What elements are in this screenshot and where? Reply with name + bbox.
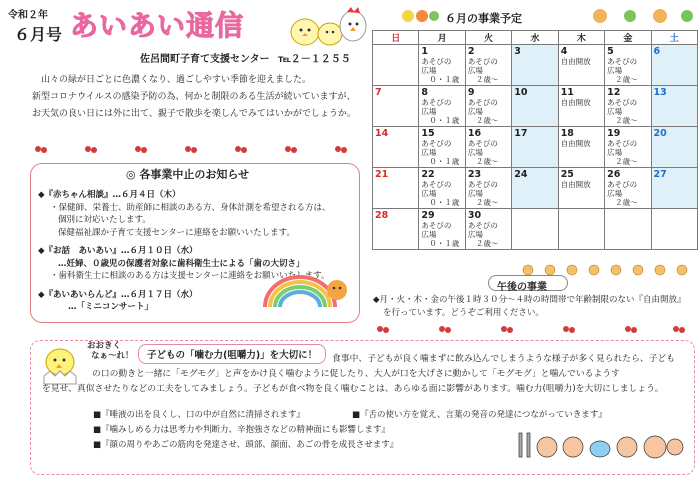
day-number: 22 [421, 169, 435, 180]
weekday-header: 木 [558, 31, 604, 45]
weekday-header: 金 [605, 31, 651, 45]
event-text: 自由開放 [560, 139, 591, 148]
day-number: 18 [560, 128, 574, 139]
day-number: 21 [375, 169, 389, 180]
calendar-day-cell [651, 209, 697, 250]
benefit-item: ■『噛みしめる力は思考力や判断力、辛抱強さなどの精神面にも影響します』 [93, 425, 391, 435]
benefit-item: ■『顔の周りやあごの筋肉を発達させ、頭部、顔面、あごの骨を成長させます』 [93, 440, 399, 450]
calendar-day-cell [373, 168, 419, 209]
event-text: あそびの [467, 139, 498, 148]
center-name: 佐呂間町子育て支援センター [140, 54, 270, 65]
calendar-day-cell [512, 127, 558, 168]
event-text: 広場 [467, 107, 483, 116]
calendar-week-row [373, 168, 698, 209]
weekday-header: 水 [512, 31, 558, 45]
notice-line: 個別に対応いたします。 [58, 215, 151, 225]
event-text: 広場 [467, 66, 483, 75]
event-text: あそびの [421, 98, 452, 107]
calendar-day-cell [465, 45, 511, 86]
event-text: あそびの [467, 57, 498, 66]
intro-line: 新型コロナウイルスの感染予防の為、何かと制限のある生活が続いていますが、 [32, 92, 356, 102]
calendar-day-cell [558, 86, 604, 127]
event-text: ２歳～ [475, 239, 499, 248]
day-number: 3 [514, 46, 521, 57]
event-text: 広場 [421, 107, 437, 116]
calendar-day-cell [651, 127, 697, 168]
notice-title: ◎ 各事業中止のお知らせ [126, 168, 250, 181]
notice-heading: ◆『あいあいらんど』…６月１７日（水） [38, 289, 198, 300]
event-text: 広場 [467, 230, 483, 239]
catch-line: なぁ～れ！ [91, 351, 134, 361]
day-number: 13 [653, 87, 667, 98]
calendar-day-cell [512, 45, 558, 86]
day-number: 28 [375, 210, 389, 221]
calendar-day-cell [373, 127, 419, 168]
calendar-title: ６月の事業予定 [445, 12, 522, 25]
calendar-week-row [373, 86, 698, 127]
day-number: 15 [421, 128, 435, 139]
event-text: 自由開放 [560, 57, 591, 66]
calendar-day-cell [373, 86, 419, 127]
day-number: 2 [467, 46, 475, 57]
calendar-day-cell [419, 168, 465, 209]
intro-line: お天気の良い日には外に出て、親子で散歩を楽しんでみてはいかがでしょうか。 [32, 109, 356, 119]
chicks-illustration [285, 4, 370, 48]
catch-line: おおきく [87, 341, 122, 351]
event-text: ０・１歳 [429, 116, 460, 125]
event-text: ２歳～ [615, 198, 638, 207]
day-number: 5 [607, 46, 614, 57]
weekday-header: 日 [373, 31, 419, 45]
notice-heading: ◆『お話 あいあい』…６月１０日（水） [38, 246, 198, 256]
event-text: 広場 [421, 66, 437, 75]
calendar-day-cell [558, 209, 604, 250]
day-number: 11 [560, 87, 574, 98]
calendar-day-cell [651, 86, 697, 127]
event-text: あそびの [467, 180, 498, 189]
benefit-item: ■『唾液の出を良くし、口の中が自然に清掃されます』 [93, 410, 306, 420]
calendar-day-cell [419, 127, 465, 168]
calendar-day-cell [419, 86, 465, 127]
day-number: 1 [421, 46, 429, 57]
chewing-line: 食事中、子どもが良く噛まずに飲み込んでしまうような様子が多く見られたら、子ども [332, 354, 676, 364]
event-text: ０・１歳 [429, 198, 460, 207]
cherry-divider-right [372, 320, 692, 336]
calendar-day-cell [512, 168, 558, 209]
day-number: 25 [560, 169, 574, 180]
notice-line: 保健福祉課か子育て支援センターに連絡をお願いいたします。 [58, 227, 295, 238]
chewing-line: の口の動きと一緒に「モグモグ」と声をかけ良く噛むように促したり、大人が口を大げさに動かして「モグモグ」と噛んでいるようす [92, 369, 620, 379]
calendar-week-row [373, 45, 698, 86]
afternoon-body [373, 294, 698, 319]
event-text: ２歳～ [475, 75, 499, 84]
event-text: ０・１歳 [429, 157, 460, 166]
afternoon-title: 午後の事業 [497, 282, 547, 293]
notice-line: ・保健師、栄養士、助産師に相談のある方、身体計測を希望される方は、 [50, 202, 331, 213]
calendar-day-cell [605, 86, 651, 127]
event-text: あそびの [421, 139, 452, 148]
chewing-body [42, 352, 690, 397]
notice-line: ・歯科衛生士に相談のある方は支援センターに連絡をお願いいたします。 [50, 271, 330, 281]
weekday-header: 土 [651, 31, 697, 45]
calendar-week-row [373, 127, 698, 168]
chewing-line: を見せ、真似させたりなどの工夫をしてみましょう。子どもが食べ物を良く噛むことは、あらゆる面に影響があります。噛む力(咀嚼力)を大切にしましょう。 [42, 384, 664, 394]
event-text: 広場 [467, 148, 483, 157]
event-text: あそびの [607, 180, 638, 189]
event-text: あそびの [607, 57, 638, 66]
event-text: 自由開放 [560, 98, 591, 107]
weekday-header: 火 [465, 31, 511, 45]
event-text: 広場 [607, 66, 623, 75]
event-text: ０・１歳 [429, 75, 460, 84]
day-number: 17 [514, 128, 528, 139]
day-number: 10 [514, 87, 528, 98]
day-number: 29 [421, 210, 435, 221]
event-text: ２歳～ [475, 116, 499, 125]
event-text: 広場 [421, 189, 437, 198]
calendar-day-cell [558, 127, 604, 168]
day-number: 26 [607, 169, 621, 180]
event-text: 広場 [607, 189, 623, 198]
notice-line: …「ミニコンサート」 [68, 302, 154, 312]
event-text: あそびの [421, 180, 452, 189]
event-text: 広場 [607, 148, 623, 157]
calendar-day-cell [419, 209, 465, 250]
event-text: ２歳～ [475, 198, 499, 207]
calendar-day-cell [605, 209, 651, 250]
day-number: 24 [514, 169, 528, 180]
calendar-day-cell [512, 209, 558, 250]
day-number: 9 [467, 87, 475, 98]
day-number: 23 [467, 169, 482, 180]
calendar-day-cell [373, 209, 419, 250]
day-number: 27 [653, 169, 667, 180]
day-number: 6 [653, 46, 661, 57]
event-text: 広場 [421, 230, 437, 239]
event-text: 広場 [607, 107, 623, 116]
day-number: 12 [607, 87, 621, 98]
day-number: 30 [467, 210, 482, 221]
fruit-icons [400, 6, 440, 24]
day-number: 8 [421, 87, 429, 98]
event-calendar [372, 30, 698, 250]
event-text: あそびの [467, 98, 498, 107]
chewing-benefits-right [352, 408, 607, 423]
afternoon-line: ◆月・火・木・金の午後１時３０分～４時の時間帯で年齢制限のない『自由開放』 [373, 295, 686, 305]
day-number: 16 [467, 128, 482, 139]
intro-text [32, 72, 356, 123]
calendar-day-cell [651, 45, 697, 86]
day-number: 4 [560, 46, 568, 57]
rainbow-illustration [255, 262, 355, 317]
calendar-day-cell [605, 127, 651, 168]
calendar-day-cell [558, 45, 604, 86]
event-text: ２歳～ [615, 157, 638, 166]
day-number: 14 [375, 128, 389, 139]
newsletter-title: あいあい通信 [70, 9, 245, 42]
event-text: 広場 [421, 148, 437, 157]
calendar-day-cell [651, 168, 697, 209]
cherry-divider [30, 138, 360, 156]
event-text: ２歳～ [615, 75, 638, 84]
event-text: あそびの [607, 139, 638, 148]
intro-line: 山々の緑が日ごとに色濃くなり、過ごしやすい季節を迎えました。 [41, 75, 312, 85]
event-text: ０・１歳 [429, 239, 460, 248]
chewing-title: 子どもの「噛む力(咀嚼力)」を大切に！ [138, 344, 326, 364]
food-faces-illustration [515, 425, 685, 469]
calendar-day-cell [373, 45, 419, 86]
era-label: 令和２年 [8, 10, 48, 21]
event-text: あそびの [421, 57, 452, 66]
event-text: 自由開放 [560, 180, 591, 189]
calendar-day-cell [558, 168, 604, 209]
phone-number: ℡２－１２５５ [278, 54, 351, 65]
calendar-week-row [373, 209, 698, 250]
calendar-day-cell [465, 86, 511, 127]
day-number: 7 [375, 87, 382, 98]
event-text: ２歳～ [475, 157, 499, 166]
calendar-day-cell [605, 45, 651, 86]
calendar-day-cell [465, 127, 511, 168]
benefit-item: ■『舌の使い方を覚え、言葉の発音の発達につながっていきます』 [352, 410, 607, 420]
calendar-day-cell [465, 168, 511, 209]
event-text: あそびの [467, 221, 498, 230]
event-text: 広場 [467, 189, 483, 198]
event-text: あそびの [421, 221, 452, 230]
calendar-day-cell [605, 168, 651, 209]
afternoon-line: を行っています。どうぞご利用ください。 [383, 307, 544, 318]
calendar-day-cell [465, 209, 511, 250]
notice-line: …妊婦、０歳児の保護者対象に歯科衛生士による「歯の大切さ」 [58, 258, 305, 269]
day-number: 19 [607, 128, 621, 139]
weekday-header: 月 [419, 31, 465, 45]
issue-month: ６月号 [14, 25, 63, 44]
calendar-day-cell [512, 86, 558, 127]
event-text: ２歳～ [615, 116, 638, 125]
event-text: あそびの [607, 98, 638, 107]
animal-icons [590, 6, 695, 24]
calendar-day-cell [419, 45, 465, 86]
notice-heading: ◆『赤ちゃん相談』…６月４日（木） [38, 190, 181, 200]
day-number: 20 [653, 128, 667, 139]
